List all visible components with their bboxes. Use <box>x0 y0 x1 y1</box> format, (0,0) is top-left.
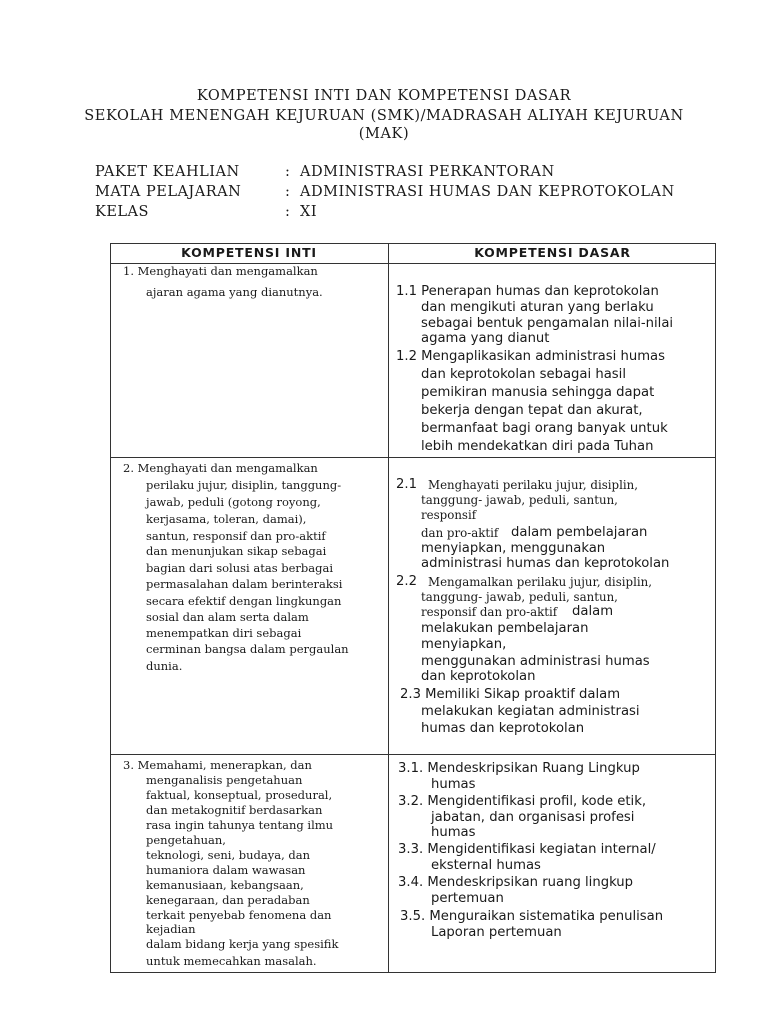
table-row-divider <box>110 754 716 755</box>
kd-2-line: melakukan pembelajaran <box>421 621 589 636</box>
ki-3-line: dalam bidang kerja yang spesifik <box>146 937 339 951</box>
kd-3-line: 3.1. Mendeskripsikan Ruang Lingkup <box>398 761 640 776</box>
kd-2-line: dalam pembelajaran <box>511 525 648 540</box>
kd-1-line: agama yang dianut <box>421 331 550 346</box>
kd-2-line: Mengamalkan perilaku jujur, disiplin, <box>428 575 652 589</box>
meta-label-paket: PAKET KEAHLIAN <box>95 164 240 180</box>
meta-value-paket: ADMINISTRASI PERKANTORAN <box>300 164 555 180</box>
ki-2-line: cerminan bangsa dalam pergaulan <box>146 642 349 656</box>
ki-2-line: santun, responsif dan pro-aktif <box>146 529 326 543</box>
meta-value-kelas: XI <box>300 204 318 220</box>
ki-2-line: menempatkan diri sebagai <box>146 626 302 640</box>
kd-3-line: 3.5. Menguraikan sistematika penulisan <box>400 909 664 924</box>
kd-2-line: dan pro-aktif <box>421 526 499 540</box>
ki-2-line: sosial dan alam serta dalam <box>146 610 309 624</box>
ki-3-line: pengetahuan, <box>146 833 226 847</box>
kd-2-line: responsif <box>421 508 477 522</box>
ki-3-line: faktual, konseptual, prosedural, <box>146 788 333 802</box>
ki-2-line: dunia. <box>146 659 183 673</box>
kd-1-line: pemikiran manusia sehingga dapat <box>421 385 655 400</box>
kd-1-line: 1.1 Penerapan humas dan keprotokolan <box>396 284 659 299</box>
meta-sep: : <box>285 204 291 220</box>
kd-2-number: 2.2 <box>396 574 417 589</box>
column-header-ki: KOMPETENSI INTI <box>181 245 317 260</box>
kd-1-line: lebih mendekatkan diri pada Tuhan <box>421 439 654 454</box>
kd-2-line: melakukan kegiatan administrasi <box>421 704 640 719</box>
ki-3-line: humaniora dalam wawasan <box>146 863 306 877</box>
kd-1-line: sebagai bentuk pengamalan nilai-nilai <box>421 316 674 331</box>
kd-3-line: Laporan pertemuan <box>431 925 562 940</box>
table-column-divider <box>388 243 389 973</box>
meta-sep: : <box>285 184 291 200</box>
meta-sep: : <box>285 164 291 180</box>
ki-2-line: bagian dari solusi atas berbagai <box>146 561 334 575</box>
ki-2-line: permasalahan dalam berinteraksi <box>146 577 343 591</box>
ki-1-line: 1. Menghayati dan mengamalkan <box>123 264 318 278</box>
document-subtitle-mak: (MAK) <box>358 126 410 142</box>
column-header-kd: KOMPETENSI DASAR <box>474 245 631 260</box>
kd-2-line: menggunakan administrasi humas <box>421 654 650 669</box>
kd-2-line: humas dan keprotokolan <box>421 721 585 736</box>
ki-3-line: menganalisis pengetahuan <box>146 773 303 787</box>
ki-2-line: jawab, peduli (gotong royong, <box>146 495 321 509</box>
kd-3-line: humas <box>431 777 476 792</box>
ki-2-line: dan menunjukan sikap sebagai <box>146 544 327 558</box>
kd-1-line: dan mengikuti aturan yang berlaku <box>421 300 654 315</box>
kd-3-line: eksternal humas <box>431 858 541 873</box>
kd-2-line: tanggung- jawab, peduli, santun, <box>421 590 618 604</box>
kd-3-line: 3.4. Mendeskripsikan ruang lingkup <box>398 875 634 890</box>
ki-3-line: teknologi, seni, budaya, dan <box>146 848 311 862</box>
ki-3-line: kemanusiaan, kebangsaan, <box>146 878 304 892</box>
meta-label-kelas: KELAS <box>95 204 149 220</box>
kd-3-line: 3.3. Mengidentifikasi kegiatan internal/ <box>398 842 656 857</box>
kd-2-line: menyiapkan, <box>421 637 507 652</box>
ki-3-line: terkait penyebab fenomena dan <box>146 908 332 922</box>
kd-2-line: menyiapkan, menggunakan <box>421 541 606 556</box>
kd-1-line: bekerja dengan tepat dan akurat, <box>421 403 643 418</box>
document-title: KOMPETENSI INTI DAN KOMPETENSI DASAR <box>196 88 572 104</box>
ki-2-line: kerjasama, toleran, damai), <box>146 512 307 526</box>
kd-3-line: jabatan, dan organisasi profesi <box>431 810 635 825</box>
kd-2-line: dan keprotokolan <box>421 669 536 684</box>
meta-label-mapel: MATA PELAJARAN <box>95 184 242 200</box>
kd-3-line: humas <box>431 825 476 840</box>
kd-2-line: administrasi humas dan keprotokolan <box>421 556 670 571</box>
kd-1-line: bermanfaat bagi orang banyak untuk <box>421 421 668 436</box>
ki-3-line: rasa ingin tahunya tentang ilmu <box>146 818 334 832</box>
kd-2-line: 2.3 Memiliki Sikap proaktif dalam <box>400 687 621 702</box>
meta-value-mapel: ADMINISTRASI HUMAS DAN KEPROTOKOLAN <box>300 184 675 200</box>
kd-2-line: tanggung- jawab, peduli, santun, <box>421 493 618 507</box>
ki-3-line: untuk memecahkan masalah. <box>146 954 317 968</box>
kd-1-line: dan keprotokolan sebagai hasil <box>421 367 627 382</box>
kd-3-line: pertemuan <box>431 891 504 906</box>
ki-3-line: dan metakognitif berdasarkan <box>146 803 323 817</box>
kd-2-line: Menghayati perilaku jujur, disiplin, <box>428 478 638 492</box>
kd-2-line: responsif dan pro-aktif <box>421 605 558 619</box>
ki-3-line: 3. Memahami, menerapkan, dan <box>123 758 312 772</box>
kd-3-line: 3.2. Mengidentifikasi profil, kode etik, <box>398 794 647 809</box>
ki-2-line: secara efektif dengan lingkungan <box>146 594 342 608</box>
table-row-divider <box>110 457 716 458</box>
ki-2-line: perilaku jujur, disiplin, tanggung- <box>146 478 342 492</box>
kd-1-line: 1.2 Mengaplikasikan administrasi humas <box>396 349 665 364</box>
ki-1-line: ajaran agama yang dianutnya. <box>146 285 323 299</box>
document-subtitle: SEKOLAH MENENGAH KEJURUAN (SMK)/MADRASAH ALIYAH KEJURUAN <box>84 108 684 124</box>
ki-3-line: kejadian <box>146 922 196 936</box>
ki-2-line: 2. Menghayati dan mengamalkan <box>123 461 318 475</box>
ki-3-line: kenegaraan, dan peradaban <box>146 893 310 907</box>
kd-2-number: 2.1 <box>396 477 417 492</box>
kd-2-line: dalam <box>572 604 614 619</box>
